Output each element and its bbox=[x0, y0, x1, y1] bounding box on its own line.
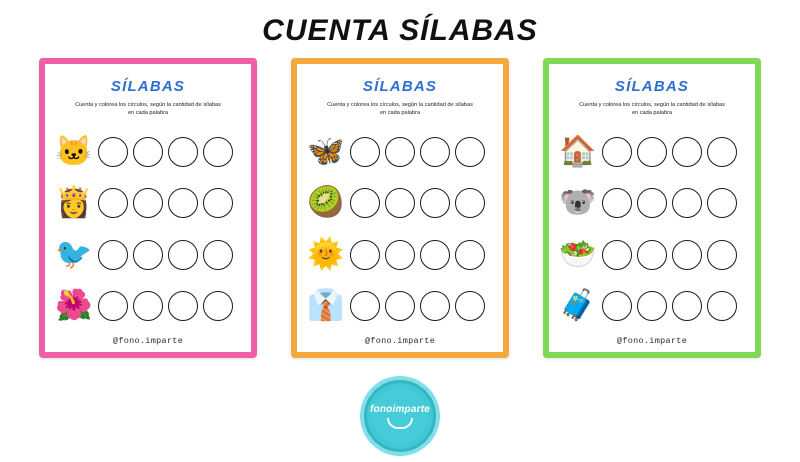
syllable-circles bbox=[350, 188, 493, 218]
syllable-circle[interactable] bbox=[707, 137, 737, 167]
worksheet-instructions bbox=[563, 101, 741, 118]
worksheet-instructions-line2: en cada palabra bbox=[379, 110, 421, 117]
syllable-circle[interactable] bbox=[455, 291, 485, 321]
word-row bbox=[55, 284, 241, 328]
syllable-circle[interactable] bbox=[168, 188, 198, 218]
syllable-circle[interactable] bbox=[98, 291, 128, 321]
syllable-circle[interactable] bbox=[672, 137, 702, 167]
syllable-circle[interactable] bbox=[168, 137, 198, 167]
syllable-circle[interactable] bbox=[350, 240, 380, 270]
worksheet-instructions-line2: en cada palabra bbox=[127, 110, 169, 117]
worksheet-instructions-line2: en cada palabra bbox=[631, 110, 673, 117]
cat-emoji: 🐱 bbox=[55, 134, 93, 168]
word-row bbox=[307, 130, 493, 174]
salad-emoji: 🥗 bbox=[559, 237, 597, 271]
syllable-circles bbox=[602, 188, 745, 218]
sun-emoji: 🌞 bbox=[307, 237, 345, 271]
syllable-circles bbox=[350, 137, 493, 167]
syllable-circle[interactable] bbox=[455, 240, 485, 270]
syllable-circle[interactable] bbox=[672, 240, 702, 270]
syllable-circle[interactable] bbox=[455, 137, 485, 167]
word-row bbox=[307, 284, 493, 328]
syllable-circles bbox=[98, 137, 241, 167]
syllable-circle[interactable] bbox=[385, 137, 415, 167]
syllable-circle[interactable] bbox=[637, 240, 667, 270]
syllable-circle[interactable] bbox=[455, 188, 485, 218]
syllable-circle[interactable] bbox=[350, 291, 380, 321]
syllable-circle[interactable] bbox=[420, 188, 450, 218]
word-row bbox=[55, 130, 241, 174]
syllable-circles bbox=[98, 291, 241, 321]
syllable-circles bbox=[350, 240, 493, 270]
syllable-circle[interactable] bbox=[420, 291, 450, 321]
syllable-circle[interactable] bbox=[602, 291, 632, 321]
syllable-circles bbox=[350, 291, 493, 321]
syllable-circle[interactable] bbox=[133, 188, 163, 218]
house-emoji: 🏠 bbox=[559, 134, 597, 168]
word-row bbox=[55, 233, 241, 277]
luggage-emoji: 🧳 bbox=[559, 289, 597, 323]
worksheet-card bbox=[291, 58, 509, 358]
syllable-circles bbox=[98, 188, 241, 218]
syllable-circle[interactable] bbox=[203, 137, 233, 167]
syllable-circle[interactable] bbox=[420, 137, 450, 167]
worksheet-instructions-line1: Cuenta y colorea los círculos, según la cantidad de sílabas bbox=[579, 102, 725, 108]
worksheet-handle: @fono.imparte bbox=[616, 336, 688, 346]
worksheet-rows bbox=[55, 126, 241, 332]
worksheet-instructions bbox=[59, 101, 237, 118]
syllable-circle[interactable] bbox=[133, 240, 163, 270]
worksheet-instructions bbox=[311, 101, 489, 118]
syllable-circle[interactable] bbox=[672, 291, 702, 321]
syllable-circle[interactable] bbox=[168, 240, 198, 270]
syllable-circle[interactable] bbox=[98, 137, 128, 167]
worksheet-card bbox=[39, 58, 257, 358]
word-row bbox=[559, 181, 745, 225]
syllable-circles bbox=[98, 240, 241, 270]
brand-logo-inner bbox=[372, 388, 428, 444]
word-row bbox=[559, 284, 745, 328]
kiwi-emoji: 🥝 bbox=[307, 186, 345, 220]
syllable-circle[interactable] bbox=[420, 240, 450, 270]
worksheet-rows bbox=[307, 126, 493, 332]
page-title: CUENTA SÍLABAS bbox=[262, 14, 538, 47]
worksheet-instructions-line1: Cuenta y colorea los círculos, según la cantidad de sílabas bbox=[327, 102, 473, 108]
syllable-circles bbox=[602, 291, 745, 321]
worksheet-title: SÍLABAS bbox=[362, 78, 438, 95]
worksheet-card bbox=[543, 58, 761, 358]
worksheets-row bbox=[0, 50, 800, 358]
syllable-circle[interactable] bbox=[98, 188, 128, 218]
word-row bbox=[307, 233, 493, 277]
worksheet-handle: @fono.imparte bbox=[364, 336, 436, 346]
butterfly-emoji: 🦋 bbox=[307, 134, 345, 168]
logo-badge-wrap bbox=[0, 376, 800, 456]
worksheet-title: SÍLABAS bbox=[614, 78, 690, 95]
syllable-circle[interactable] bbox=[133, 291, 163, 321]
princess-emoji: 👸 bbox=[55, 186, 93, 220]
syllable-circle[interactable] bbox=[203, 291, 233, 321]
koala-emoji: 🐨 bbox=[559, 186, 597, 220]
syllable-circle[interactable] bbox=[203, 240, 233, 270]
syllable-circle[interactable] bbox=[637, 291, 667, 321]
syllable-circle[interactable] bbox=[168, 291, 198, 321]
word-row bbox=[307, 181, 493, 225]
syllable-circle[interactable] bbox=[602, 240, 632, 270]
worksheet-handle: @fono.imparte bbox=[112, 336, 184, 346]
hummingbird-emoji: 🐦 bbox=[55, 237, 93, 271]
syllable-circle[interactable] bbox=[385, 240, 415, 270]
syllable-circle[interactable] bbox=[707, 291, 737, 321]
syllable-circle[interactable] bbox=[602, 188, 632, 218]
syllable-circle[interactable] bbox=[98, 240, 128, 270]
syllable-circles bbox=[602, 240, 745, 270]
syllable-circle[interactable] bbox=[350, 137, 380, 167]
syllable-circle[interactable] bbox=[707, 240, 737, 270]
brand-logo bbox=[360, 376, 440, 456]
worksheet-rows bbox=[559, 126, 745, 332]
syllable-circle[interactable] bbox=[637, 137, 667, 167]
word-row bbox=[55, 181, 241, 225]
syllable-circles bbox=[602, 137, 745, 167]
worksheet-instructions-line1: Cuenta y colorea los círculos, según la cantidad de sílabas bbox=[75, 102, 221, 108]
word-row bbox=[559, 233, 745, 277]
shirt-emoji: 👔 bbox=[307, 289, 345, 323]
smile-icon bbox=[387, 418, 413, 429]
brand-logo-text: fonoimparte bbox=[370, 403, 430, 415]
syllable-circle[interactable] bbox=[133, 137, 163, 167]
worksheet-title: SÍLABAS bbox=[110, 78, 186, 95]
syllable-circle[interactable] bbox=[350, 188, 380, 218]
syllable-circle[interactable] bbox=[385, 291, 415, 321]
syllable-circle[interactable] bbox=[602, 137, 632, 167]
syllable-circle[interactable] bbox=[203, 188, 233, 218]
word-row bbox=[559, 130, 745, 174]
syllable-circle[interactable] bbox=[707, 188, 737, 218]
syllable-circle[interactable] bbox=[385, 188, 415, 218]
syllable-circle[interactable] bbox=[637, 188, 667, 218]
hibiscus-emoji: 🌺 bbox=[55, 289, 93, 323]
syllable-circle[interactable] bbox=[672, 188, 702, 218]
